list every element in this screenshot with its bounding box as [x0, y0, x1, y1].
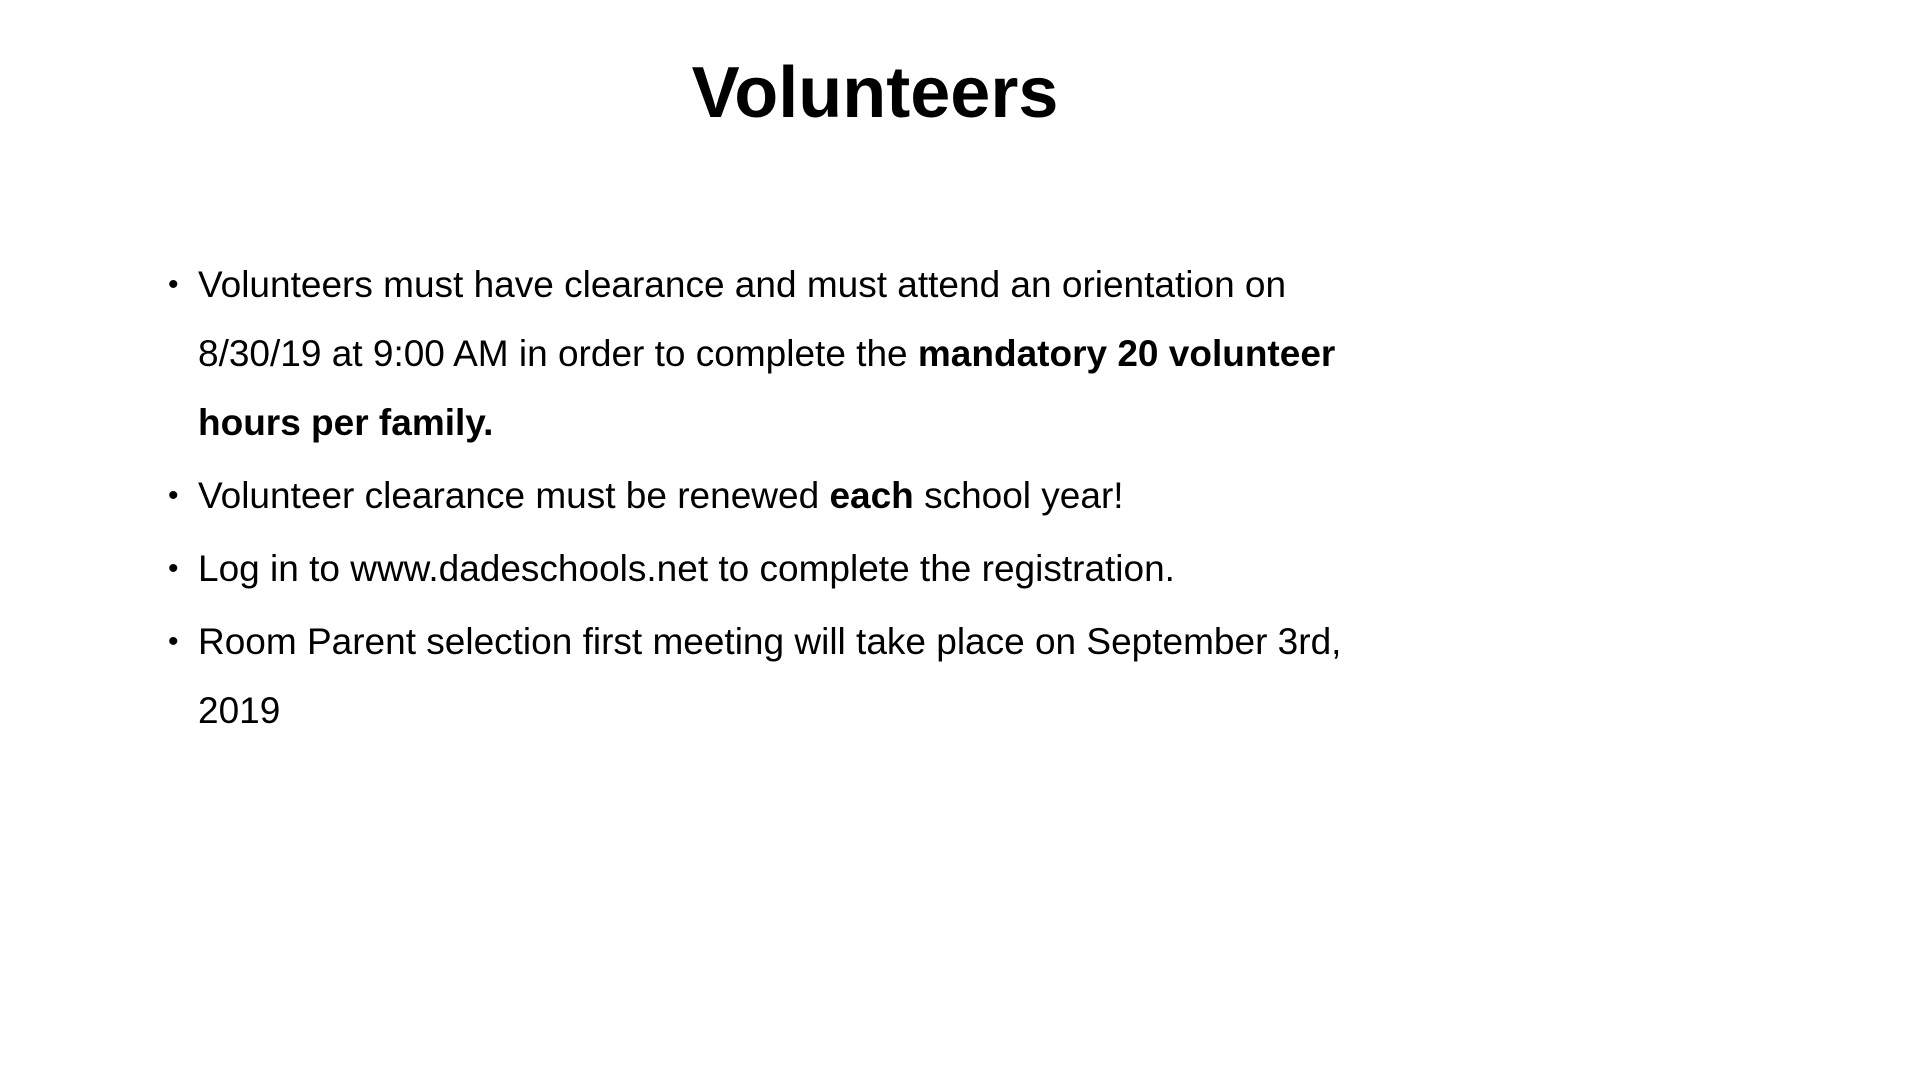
- bullet-text: school year!: [913, 475, 1124, 516]
- bullet-dot-icon: •: [168, 268, 179, 301]
- bullet-text: Log in to www.dadeschools.net to complete the registration.: [198, 548, 1175, 589]
- bullet-text: Room Parent selection first meeting will take place on September 3rd, 2019: [198, 621, 1342, 731]
- bullet-item: [168, 534, 1348, 603]
- bullet-item: [168, 461, 1348, 530]
- bullet-item: [168, 607, 1348, 745]
- bullet-text: Volunteer clearance must be renewed: [198, 475, 830, 516]
- bullet-dot-icon: •: [168, 625, 179, 658]
- bullet-dot-icon: •: [168, 552, 179, 585]
- slide-title: Volunteers: [691, 53, 1059, 133]
- bullet-item: [168, 250, 1348, 457]
- bullet-bold-text: mandatory 20 volunteer hours per family.: [198, 333, 1336, 443]
- bullet-dot-icon: •: [168, 479, 179, 512]
- bullet-text: Volunteers must have clearance and must attend an orientation on 8/30/19 at 9:00 AM in order to complete the: [198, 264, 1287, 374]
- bullet-list: [168, 250, 1348, 749]
- bullet-bold-text: each: [829, 475, 914, 516]
